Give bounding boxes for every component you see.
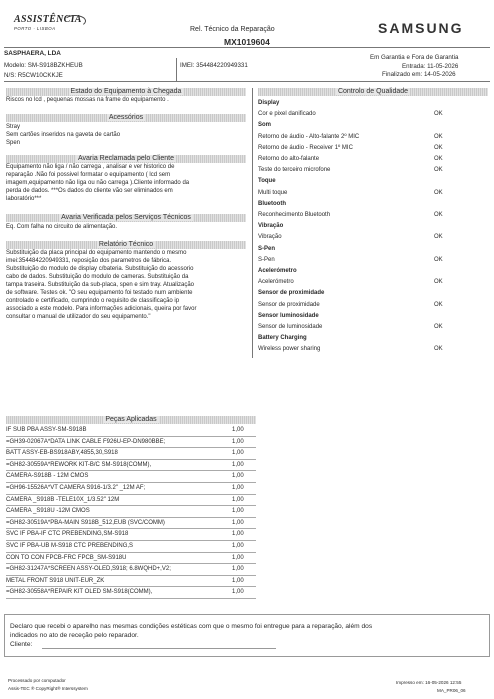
- part-description: =GH82-30519A*PBA-MAIN S918B_512,EUB (SVC/COMM): [6, 519, 165, 526]
- part-row: [6, 471, 256, 483]
- avaria-reclamada-line: imagem,equipamento não liga ou não carrega ).Cliente informado da: [6, 180, 190, 186]
- part-quantity: 1,00: [232, 531, 244, 538]
- samsung-logo: SAMSUNG: [378, 20, 464, 36]
- qc-row: [258, 190, 488, 197]
- pecas-title: Peças Aplicadas: [6, 416, 256, 424]
- part-row: [6, 495, 256, 507]
- qc-label: Teste do terceiro microfone: [258, 167, 331, 174]
- qc-label: Retorno do alto-falante: [258, 156, 320, 162]
- part-row: [6, 518, 256, 530]
- relatorio-line: controlado e certificado, cumprindo o requisito de classificação ip: [6, 298, 180, 304]
- qc-row: [258, 346, 488, 353]
- part-quantity: 1,00: [232, 438, 244, 445]
- completion-date: Finalizado em: 14-05-2026: [382, 71, 456, 78]
- declaration-left-border: [4, 614, 5, 656]
- client-divider: [4, 81, 490, 82]
- device-imei: IMEI: 354484220949331: [180, 62, 248, 69]
- part-row: [6, 564, 256, 576]
- qc-row: [258, 134, 488, 141]
- footer-processed: Processado por computador: [8, 678, 66, 683]
- part-quantity: 1,00: [232, 554, 244, 561]
- part-row: [6, 553, 256, 565]
- qc-status: OK: [434, 234, 443, 241]
- qc-category: [258, 335, 488, 342]
- relatorio-line: de software. Testes ok. "O seu equipamento foi testado num ambiente: [6, 290, 193, 296]
- qc-row: [258, 156, 488, 163]
- declaration: [10, 622, 480, 650]
- qc-label: Wireless power sharing: [258, 346, 321, 353]
- company-logo: [14, 14, 88, 40]
- qc-status: OK: [434, 133, 443, 140]
- qc-status: OK: [434, 212, 443, 218]
- part-description: CAMERA-S918B - 12M CMOS: [6, 473, 89, 480]
- guarantee-status: Em Garantia e Fora de Garantia: [370, 54, 459, 61]
- qc-label: Bluetooth: [258, 200, 286, 207]
- relatorio-line: consultar o manual de utilizador do seu equipamento.": [6, 314, 151, 320]
- part-quantity: 1,00: [232, 519, 244, 526]
- report-number: MX1019604: [224, 37, 270, 47]
- qc-category: [258, 313, 488, 320]
- part-row: [6, 448, 256, 460]
- qualidade-title: Controlo de Qualidade: [258, 88, 488, 96]
- qc-row: [258, 167, 488, 174]
- part-quantity: 1,00: [232, 577, 244, 584]
- qc-category: [258, 246, 488, 253]
- acessorios-item: Spen: [6, 140, 21, 146]
- qc-row: [258, 324, 488, 331]
- avaria-reclamada-title: Avaria Reclamada pelo Cliente: [6, 155, 246, 163]
- qc-status: OK: [434, 279, 443, 286]
- footer-code: MA_PR06_06: [437, 688, 466, 693]
- part-description: =GH82-31247A*SCREEN ASSY-OLED,S918; 6.8WQHD+,V2;: [6, 566, 171, 573]
- qc-label: Som: [258, 122, 272, 129]
- part-row: [6, 541, 256, 553]
- qc-row: [258, 279, 488, 286]
- relatorio-line: imei:354484220949331, reposição dos parametros de fábrica.: [6, 258, 172, 264]
- part-description: SVC IF PBA-UB M-S918 CTC PREBENDING,S: [6, 543, 134, 549]
- part-quantity: 1,00: [232, 473, 244, 480]
- relatorio-line: Substituição do modulo de display c/bateria. Substituição do acessorio: [6, 266, 194, 272]
- part-description: CAMERA _S918U -12M CMOS: [6, 508, 90, 515]
- device-model: Modelo: SM-S918BZKHEUB: [4, 62, 83, 69]
- avaria-reclamada-line: perda de dados. ***Os dados do cliente vão ser eliminados em: [6, 188, 173, 194]
- header-divider: [4, 47, 490, 48]
- signature-line: [42, 648, 276, 649]
- declaration-line: Declaro que recebi o aparelho nas mesmas condições estéticas com que o mesmo foi entregue para a reparação, além dos: [10, 623, 373, 630]
- qc-row: [258, 302, 488, 309]
- entry-date: Entrada: 11-05-2026: [402, 63, 459, 70]
- part-row: [6, 529, 256, 541]
- part-quantity: 1,00: [232, 543, 244, 549]
- part-row: [6, 483, 256, 495]
- acessorios-title: Acessórios: [6, 114, 246, 122]
- declaration-top-border: [4, 614, 490, 615]
- part-quantity: 1,00: [232, 589, 244, 596]
- qc-label: Battery Charging: [258, 335, 307, 342]
- qc-status: OK: [434, 167, 443, 174]
- qc-label: Sensor de proximidade: [258, 301, 320, 308]
- qc-category: [258, 268, 488, 275]
- column-divider: [252, 88, 253, 358]
- qc-status: OK: [434, 156, 443, 162]
- avaria-reclamada-line: reparação .Não foi possivel formatar o equipamento ( lcd sem: [6, 172, 171, 178]
- qc-label: Display: [258, 100, 280, 106]
- qc-label: Sensor de luminosidade: [258, 324, 323, 330]
- qc-status: OK: [434, 346, 443, 353]
- part-quantity: 1,00: [232, 450, 244, 457]
- logo-brand: ASSISTÊNCIA: [14, 14, 82, 25]
- qc-category: [258, 122, 488, 129]
- qc-label: Retorno de áudio - Receiver 1º MIC: [258, 144, 353, 151]
- part-row: [6, 460, 256, 472]
- qc-label: S-Pen: [258, 245, 276, 252]
- client-name: SASPHAERA, LDA: [4, 50, 61, 57]
- part-description: METAL FRONT S918 UNIT-EUR_ZK: [6, 577, 105, 584]
- client-signature-label: Cliente:: [10, 641, 33, 649]
- qc-row: [258, 145, 488, 152]
- footer-copyright: Assis-TEC ® CopyRight® Interssystem: [8, 686, 88, 691]
- qc-category: [258, 178, 488, 185]
- qc-status: OK: [434, 324, 443, 330]
- qc-row: [258, 212, 488, 219]
- acessorios-item: Stray: [6, 124, 21, 130]
- qc-category: [258, 290, 488, 297]
- relatorio-line: cabo de dados. Substituição do modulo de cameras. Substituição da: [6, 274, 189, 280]
- part-quantity: 1,00: [232, 461, 244, 468]
- qc-status: OK: [434, 111, 443, 118]
- avaria-verificada-title: Avaria Verificada pelos Serviços Técnicos: [6, 214, 246, 222]
- declaration-line: indicados no ato de receção pelo reparador.: [10, 632, 139, 640]
- relatorio-line: associado a este modelo. Para informações adicionais, queira por favor: [6, 306, 197, 312]
- avaria-reclamada-line: laboratório***: [6, 196, 42, 202]
- qc-label: Retorno de áudio - Alto-falante 2º MIC: [258, 133, 360, 140]
- qc-category: [258, 223, 488, 230]
- qc-label: Sensor de proximidade: [258, 290, 325, 297]
- avaria-reclamada-line: Equipamento não liga / não carrega , analisar e ver historico de: [6, 164, 175, 170]
- qc-label: Vibração: [258, 234, 282, 241]
- qc-row: [258, 257, 488, 264]
- qc-label: Sensor luminosidade: [258, 312, 319, 319]
- declaration-bottom-border: [4, 656, 490, 657]
- footer-printed: Impresso em: 16-05-2026 12:55: [396, 680, 462, 685]
- part-row: [6, 506, 256, 518]
- part-description: =GH82-30559A*REWORK KIT-B/C SM-S918(COMM),: [6, 461, 152, 468]
- part-quantity: 1,00: [232, 508, 244, 515]
- part-quantity: 1,00: [232, 427, 244, 433]
- acessorios-item: Sem cartões inseridos na gaveta de cartão: [6, 132, 121, 138]
- part-description: =GH82-30558A*REPAIR KIT OLED SM-S918(COMM),: [6, 589, 153, 596]
- part-description: =GH39-02067A*DATA LINK CABLE F926U-EP-DN980BBE;: [6, 438, 166, 445]
- qc-label: Acelerómetro: [258, 268, 297, 274]
- qc-label: Reconhecimento Bluetooth: [258, 212, 331, 218]
- qc-row: [258, 234, 488, 241]
- client-vdivider: [176, 58, 177, 81]
- qc-category: [258, 201, 488, 208]
- part-row: [6, 587, 256, 599]
- qc-row: [258, 111, 488, 118]
- avaria-verificada-text: Eq. Com falha no circuito de alimentação.: [6, 224, 118, 230]
- part-quantity: 1,00: [232, 485, 244, 491]
- part-description: BATT ASSY-EB-BS918ABY,4855,30,S918: [6, 450, 118, 457]
- part-description: =GH96-15526A*VT CAMERA S916-1/3.2" _12M AF;: [6, 485, 146, 491]
- part-quantity: 1,00: [232, 566, 244, 573]
- part-description: CON TO CON FPCB-FRC FPCB_SM-S918U: [6, 554, 127, 561]
- qc-label: S-Pen: [258, 256, 275, 263]
- qc-status: OK: [434, 144, 443, 151]
- relatorio-line: tampa traseira. Substituição da sub-placa, spen e sim tray. Atualização: [6, 282, 194, 288]
- estado-text: Riscos no lcd , pequenas mossas na frame do equipamento .: [6, 97, 169, 103]
- report-title: Rel. Técnico da Reparação: [190, 26, 275, 33]
- qc-label: Multi toque: [258, 189, 288, 196]
- relatorio-line: Substituição da placa principal do equipamento mantendo o mesmo: [6, 250, 187, 256]
- qc-status: OK: [434, 256, 443, 263]
- part-quantity: 1,00: [232, 496, 244, 503]
- qc-label: Vibração: [258, 223, 284, 230]
- device-serial: N/S: R5CW10CKKJE: [4, 72, 63, 79]
- qc-label: Acelerómetro: [258, 279, 294, 286]
- qc-label: Cor e pixel danificado: [258, 111, 316, 118]
- relatorio-title: Relatório Técnico: [6, 241, 246, 249]
- part-description: IF SUB PBA ASSY-SM-S918B: [6, 427, 87, 433]
- part-row: [6, 576, 256, 588]
- qc-status: OK: [434, 189, 443, 196]
- part-row: [6, 425, 256, 437]
- logo-tag: PORTO · LISBOA: [14, 26, 56, 31]
- qc-label: Toque: [258, 178, 276, 185]
- qc-category: [258, 100, 488, 107]
- estado-title: Estado do Equipamento à Chegada: [6, 88, 246, 96]
- declaration-right-border: [489, 614, 490, 656]
- part-row: [6, 437, 256, 449]
- part-description: SVC IF PBA-IF CTC PREBENDING,SM-S918: [6, 531, 129, 538]
- qc-status: OK: [434, 301, 443, 308]
- part-description: CAMERA _S918B -TELE10X_1/3.52" 12M: [6, 496, 120, 503]
- logo-swoosh-icon: [64, 15, 86, 27]
